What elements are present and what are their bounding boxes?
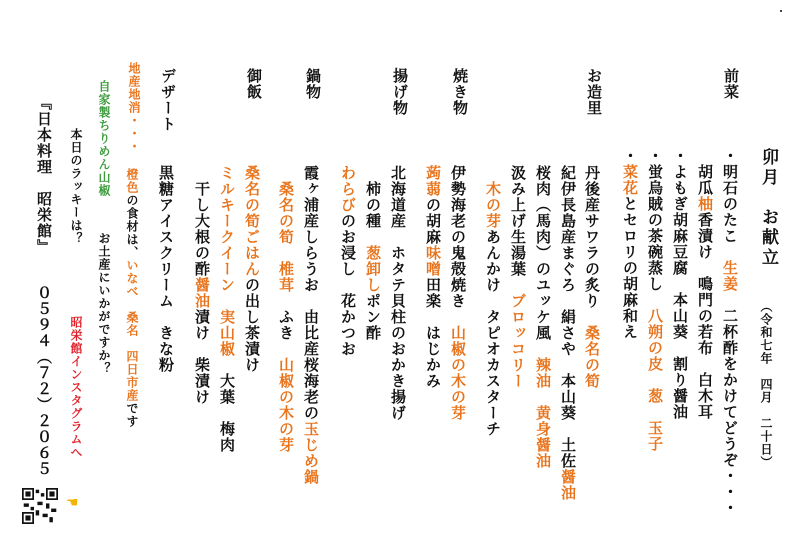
text-segment: 桑名の筍 xyxy=(277,181,295,245)
yakimono-line-1 xyxy=(450,165,465,421)
nabemono-line-1 xyxy=(340,165,355,357)
text-segment: 醤油 xyxy=(559,469,577,501)
category-nabemono: 鍋物 xyxy=(304,68,322,100)
text-segment: 桑名 xyxy=(125,311,139,337)
text-segment: 辣油 xyxy=(534,357,552,389)
text-segment: 山椒の木の芽 xyxy=(277,357,295,453)
text-segment: 醤油 xyxy=(193,277,211,309)
lucky-text: 本日のラッキーは？ xyxy=(69,128,83,245)
nabemono-line-2 xyxy=(303,165,318,485)
text-segment xyxy=(125,298,139,311)
text-segment: 葱卸し xyxy=(364,245,382,293)
chisan-line xyxy=(126,168,138,428)
text-segment: とセロリの胡麻和え xyxy=(621,196,639,340)
text-segment: ・蛍烏賊の茶碗蒸し xyxy=(646,148,664,308)
dot-mark xyxy=(780,10,782,12)
text-segment xyxy=(646,372,664,388)
text-segment: いなべ xyxy=(125,259,139,298)
text-segment: 木の芽 xyxy=(484,181,502,229)
phone-number: ０５９４（７２）２０６５ xyxy=(35,285,53,477)
text-segment: ・よもぎ胡麻豆腐 本山葵 割り醤油 xyxy=(671,148,689,420)
text-segment: ミルキークイーン xyxy=(218,165,236,293)
text-segment: 蒟蒻 xyxy=(424,165,442,197)
category-zensai: 前菜 xyxy=(722,68,740,100)
text-segment: ふき xyxy=(277,293,295,357)
otsukuri-line-4 xyxy=(510,165,525,389)
text-segment: 実山椒 xyxy=(218,309,236,357)
pointing-hand-icon: ☚ xyxy=(66,495,79,511)
zensai-line-5 xyxy=(622,148,637,340)
text-segment: 漬け 柴漬け xyxy=(193,309,211,405)
text-segment: 伊勢海老の鬼殻焼き xyxy=(449,165,467,325)
text-segment: 玉じめ鍋 xyxy=(302,421,320,485)
zensai-line-3 xyxy=(672,148,687,420)
text-segment: 四日市産 xyxy=(125,350,139,402)
text-segment: 生姜 xyxy=(721,260,739,292)
text-segment: 霞ヶ浦産しらうお 由比産桜海老の xyxy=(302,165,320,421)
text-segment xyxy=(277,165,295,181)
text-segment: 汲み上げ生湯葉 xyxy=(509,165,527,293)
text-segment: 桑名の筍 xyxy=(583,325,601,389)
restaurant-name: 『日本料理 昭栄館』 xyxy=(35,95,53,255)
text-segment: ブロッコリー xyxy=(509,293,527,389)
otsukuri-line-1 xyxy=(584,165,599,389)
text-segment: 大葉 梅肉 xyxy=(218,357,236,453)
agemono-line-2 xyxy=(365,165,380,341)
text-segment xyxy=(218,293,236,309)
text-segment: 玉子 xyxy=(646,420,664,452)
category-otsukuri: お造里 xyxy=(585,68,603,116)
text-segment: 柚 xyxy=(696,196,714,212)
menu-title: 卯月 お献立 xyxy=(758,148,778,268)
text-segment: 胡瓜 xyxy=(696,148,714,196)
gohan-line-1 xyxy=(278,165,293,453)
text-segment: のお浸し 花かつお xyxy=(339,213,357,357)
text-segment: 黒糖アイスクリーム きな粉 xyxy=(157,165,175,373)
text-segment: 柿の種 xyxy=(364,165,382,245)
text-segment: あんかけ タピオカスターチ xyxy=(484,229,502,437)
text-segment xyxy=(125,337,139,350)
text-segment: 北海道産 ホタテ貝柱のおかき揚げ xyxy=(389,165,407,421)
otsukuri-line-5 xyxy=(485,165,500,437)
text-segment xyxy=(484,165,502,181)
text-segment: わらび xyxy=(339,165,357,213)
instagram-link[interactable]: 昭栄館インスタグラムへ xyxy=(69,316,83,459)
text-segment: 干し大根の酢 xyxy=(193,165,211,277)
text-segment: 椎茸 xyxy=(277,261,295,293)
text-segment: です xyxy=(125,402,139,428)
text-segment: 葱 xyxy=(646,388,664,404)
text-segment: の胡麻 xyxy=(424,197,442,245)
text-segment: 菜花 xyxy=(621,164,639,196)
text-segment: の食材は、 xyxy=(125,194,139,259)
text-segment: 桜肉（馬肉）のユッケ風 xyxy=(534,165,552,357)
otsukuri-line-2 xyxy=(560,165,575,501)
category-agemono: 揚げ物 xyxy=(391,68,409,116)
text-segment: 紀伊長島産まぐろ 絹さや 本山葵 土佐 xyxy=(559,165,577,469)
menu-date: （令和七年 四月 二十日） xyxy=(759,300,773,469)
text-segment: 桑名の筍ごはん xyxy=(243,165,261,277)
yakimono-line-2 xyxy=(425,165,440,389)
text-segment: ・明石のたこ xyxy=(721,148,739,260)
text-segment: の出し茶漬け xyxy=(243,277,261,373)
jika-label: 自家製ちりめん山椒 xyxy=(97,80,111,197)
text-segment xyxy=(534,389,552,405)
category-dessert: デザート xyxy=(159,68,177,132)
text-segment xyxy=(646,404,664,420)
text-segment: 山椒の木の芽 xyxy=(449,325,467,421)
gohan-line-2 xyxy=(244,165,259,373)
text-segment xyxy=(277,245,295,261)
qr-code-icon[interactable] xyxy=(22,488,58,524)
chisan-label: 地産地消・・・ xyxy=(127,62,141,153)
jika-text: お土産にいかがですか？ xyxy=(97,232,111,375)
text-segment: 橙色 xyxy=(125,168,139,194)
zensai-line-2 xyxy=(697,148,712,420)
dessert-line-1 xyxy=(158,165,173,373)
text-segment: ポン酢 xyxy=(364,293,382,341)
gohan-line-3 xyxy=(219,165,234,453)
zensai-line-1 xyxy=(722,148,737,516)
text-segment: 香漬け 鳴門の若布 白木耳 xyxy=(696,212,714,420)
gohan-line-4 xyxy=(194,165,209,405)
text-segment: 味噌 xyxy=(424,245,442,277)
category-gohan: 御飯 xyxy=(245,68,263,100)
text-segment: 八朔の皮 xyxy=(646,308,664,372)
text-segment: 丹後産サワラの炙り xyxy=(583,165,601,325)
category-yakimono: 焼き物 xyxy=(451,68,469,116)
text-segment: 田楽 はじかみ xyxy=(424,277,442,389)
zensai-line-4 xyxy=(647,148,662,452)
text-segment: 黄身醤油 xyxy=(534,405,552,469)
text-segment: ・ xyxy=(621,148,639,164)
text-segment: 二杯酢をかけてどうぞ・・・ xyxy=(721,292,739,516)
otsukuri-line-3 xyxy=(535,165,550,469)
agemono-line-1 xyxy=(390,165,405,421)
